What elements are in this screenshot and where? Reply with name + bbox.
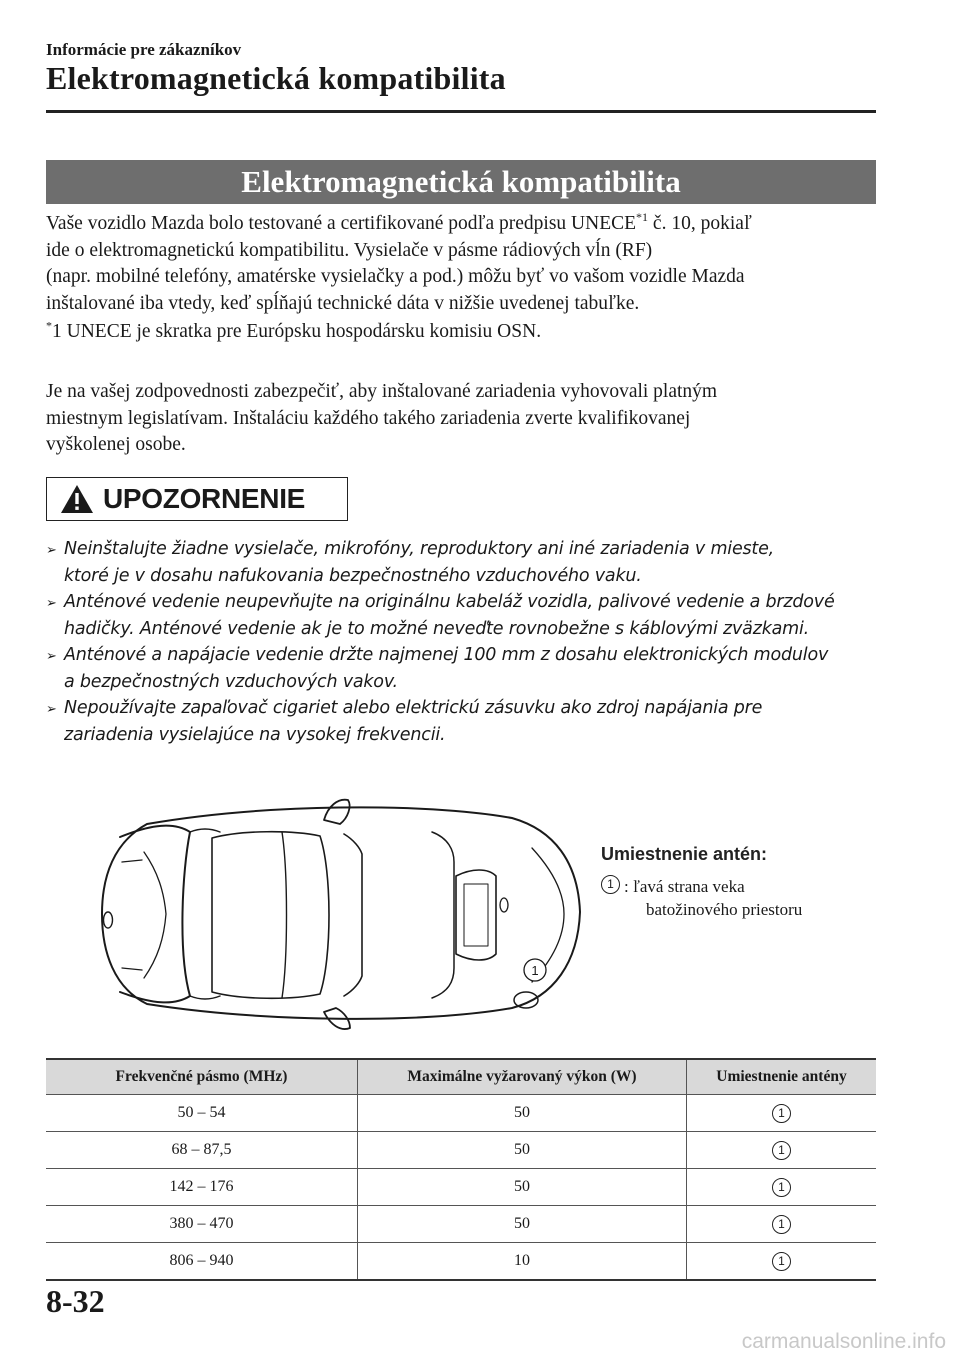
intro-line-1b: č. 10, pokiaľ <box>648 213 752 234</box>
antenna-marker: 1 <box>772 1141 791 1160</box>
table-cell: 50 <box>358 1206 687 1243</box>
column-header: Maximálne vyžarovaný výkon (W) <box>358 1059 687 1095</box>
warning-text: Anténové a napájacie vedenie držte najmenej 100 mm z dosahu elektronických modulov <box>64 645 829 665</box>
table-cell <box>687 1169 877 1206</box>
table-cell: 806 – 940 <box>46 1243 358 1281</box>
antenna-marker: 1 <box>772 1252 791 1271</box>
list-item <box>46 642 886 695</box>
intro-line-3: (napr. mobilné telefóny, amatérske vysielačky a pod.) môžu byť vo vašom vozidle Mazda <box>46 266 745 287</box>
table-cell: 50 <box>358 1095 687 1132</box>
page-title: Elektromagnetická kompatibilita <box>46 60 506 96</box>
warning-text: hadičky. Anténové vedenie ak je to možné neveďte rovnobežne s káblovými zväzkami. <box>64 618 810 639</box>
warning-text: Anténové vedenie neupevňujte na originálnu kabeláž vozidla, palivové vedenie a brzdové <box>64 592 835 612</box>
table-cell: 50 – 54 <box>46 1095 358 1132</box>
frequency-table <box>46 1058 876 1281</box>
warning-box <box>46 477 348 521</box>
footnote-text: 1 UNECE je skratka pre Európsku hospodársku komisiu OSN. <box>52 321 542 342</box>
warning-list <box>46 536 886 748</box>
table-cell: 10 <box>358 1243 687 1281</box>
responsibility-paragraph <box>46 379 881 459</box>
warning-text: Nepoužívajte zapaľovač cigariet alebo elektrickú zásuvku ako zdroj napájania pre <box>64 698 763 718</box>
list-item <box>46 589 886 642</box>
intro-line-2: ide o elektromagnetickú kompatibilitu. Vysielače v pásme rádiových vĺn (RF) <box>46 239 653 261</box>
legend-title: Umiestnenie antén: <box>601 844 768 864</box>
legend-entry <box>601 875 802 921</box>
list-item <box>46 695 886 748</box>
antenna-marker: 1 <box>772 1215 791 1234</box>
list-item <box>46 536 886 589</box>
legend-text: batožinového priestoru <box>646 900 803 919</box>
warning-text: a bezpečnostných vzduchových vakov. <box>64 671 398 692</box>
table-row <box>46 1243 876 1281</box>
intro-paragraph <box>46 211 881 346</box>
warning-title: UPOZORNENIE <box>103 483 306 514</box>
responsibility-line-1: Je na vašej zodpovednosti zabezpečiť, aby inštalované zariadenia vyhovovali platným <box>46 381 718 402</box>
antenna-legend <box>601 844 802 921</box>
arrow-bullet-icon: ➢ <box>46 543 57 558</box>
warning-text: ktoré je v dosahu nafukovania bezpečnostného vzduchového vaku. <box>64 565 642 586</box>
warning-triangle-icon <box>59 483 95 515</box>
warning-text: Neinštalujte žiadne vysielače, mikrofóny, reproduktory ani iné zariadenia v mieste, <box>64 539 775 559</box>
arrow-bullet-icon: ➢ <box>46 596 57 611</box>
intro-line-4: inštalované iba vtedy, keď spĺňajú technické dáta v nižšie uvedenej tabuľke. <box>46 292 640 314</box>
table-row <box>46 1169 876 1206</box>
arrow-bullet-icon: ➢ <box>46 649 57 664</box>
column-header: Umiestnenie antény <box>687 1059 877 1095</box>
section-label: Informácie pre zákazníkov <box>46 40 242 59</box>
table-cell <box>687 1095 877 1132</box>
footnote-mark: * <box>46 318 52 333</box>
antenna-marker: 1 <box>772 1178 791 1197</box>
table-cell <box>687 1206 877 1243</box>
table-cell <box>687 1243 877 1281</box>
table-cell: 50 <box>358 1132 687 1169</box>
table-cell <box>687 1132 877 1169</box>
arrow-bullet-icon: ➢ <box>46 702 57 717</box>
warning-text: zariadenia vysielajúce na vysokej frekvencii. <box>64 724 446 745</box>
header-divider <box>46 110 876 113</box>
page-number: 8-32 <box>46 1283 105 1319</box>
table-row <box>46 1206 876 1243</box>
table-cell: 50 <box>358 1169 687 1206</box>
antenna-marker: 1 <box>601 875 620 894</box>
table-header-row <box>46 1059 876 1095</box>
car-topview-illustration <box>92 792 592 1042</box>
watermark: carmanualsonline.info <box>741 1330 946 1353</box>
responsibility-line-2: miestnym legislatívam. Inštaláciu každého takého zariadenia zverte kvalifikovanej <box>46 407 691 429</box>
table-cell: 142 – 176 <box>46 1169 358 1206</box>
table-row <box>46 1095 876 1132</box>
table-cell: 68 – 87,5 <box>46 1132 358 1169</box>
table-cell: 380 – 470 <box>46 1206 358 1243</box>
section-banner: Elektromagnetická kompatibilita <box>46 160 876 204</box>
antenna-marker-label: 1 <box>531 963 539 978</box>
table-row <box>46 1132 876 1169</box>
legend-text: : ľavá strana veka <box>624 877 745 896</box>
antenna-marker: 1 <box>772 1104 791 1123</box>
responsibility-line-3: vyškolenej osobe. <box>46 434 186 455</box>
intro-line-1a: Vaše vozidlo Mazda bolo testované a certifikované podľa predpisu UNECE <box>46 213 637 234</box>
column-header: Frekvenčné pásmo (MHz) <box>46 1059 358 1095</box>
footnote-ref: *1 <box>636 209 649 224</box>
